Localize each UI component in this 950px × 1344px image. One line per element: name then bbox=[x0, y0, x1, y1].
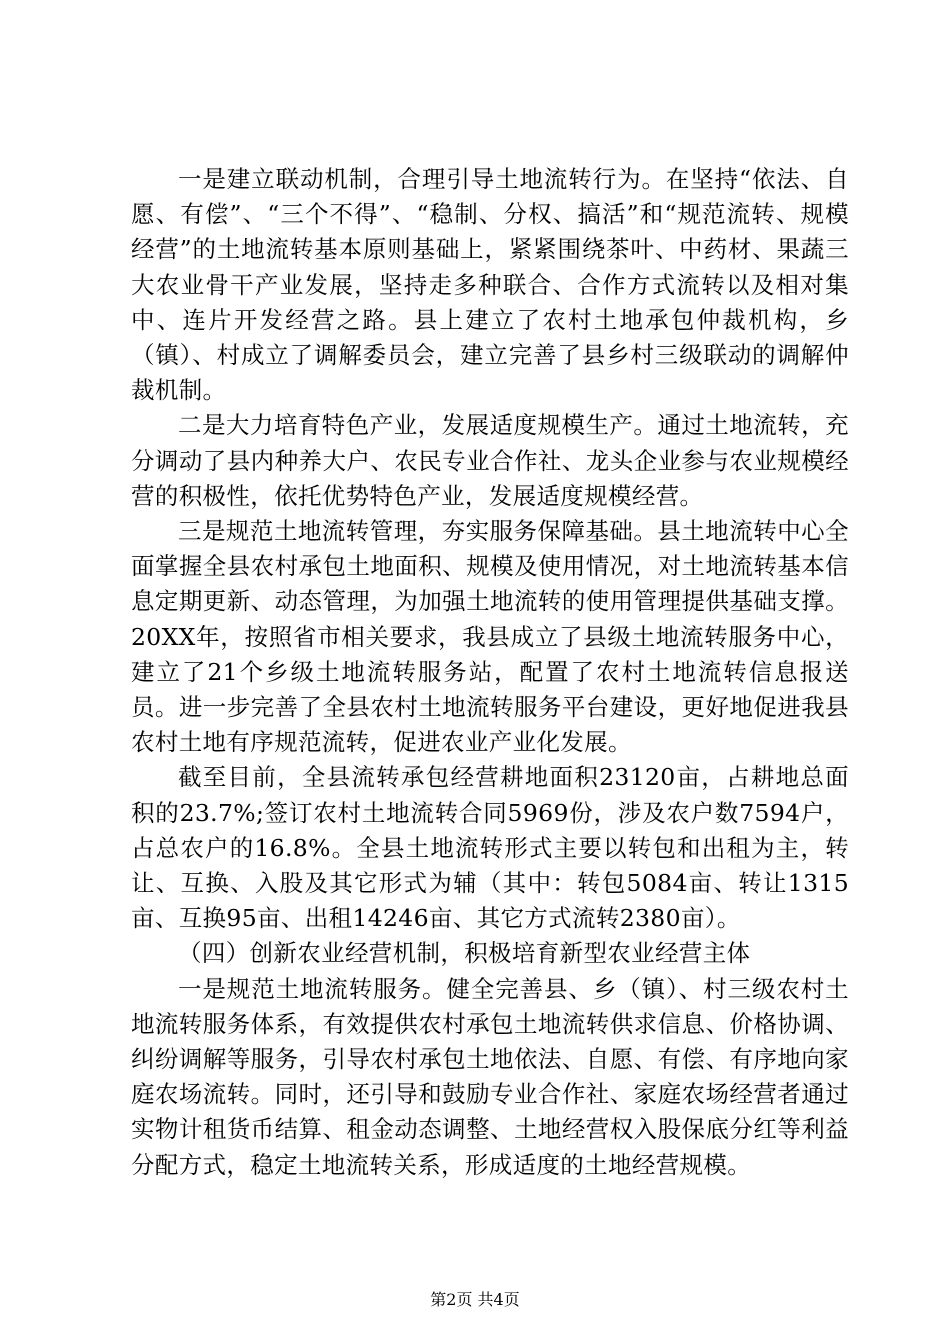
paragraph-specialty-industry: 二是大力培育特色产业，发展适度规模生产。通过土地流转，充分调动了县内种养大户、农民专业合作社、龙头企业参与农业规模经营的积极性，依托优势特色产业，发展适度规模经营。 bbox=[131, 411, 849, 510]
document-body bbox=[131, 162, 849, 1183]
paragraph-linkage-mechanism: 一是建立联动机制，合理引导土地流转行为。在坚持“依法、自愿、有偿”、“三个不得”、“稳制、分权、搞活”和“规范流转、规模经营”的土地流转基本原则基础上，紧紧围绕茶叶、中药材、果蔬三大农业骨干产业发展，坚持走多种联合、合作方式流转以及相对集中、连片开发经营之路。县上建立了农村土地承包仲裁机构，乡（镇）、村成立了调解委员会，建立完善了县乡村三级联动的调解仲裁机制。 bbox=[131, 165, 849, 405]
paragraph-statistics: 截至目前，全县流转承包经营耕地面积23120亩，占耕地总面积的23.7%;签订农村土地流转合同5969份，涉及农户数7594户，占总农户的16.8%。全县土地流转形式主要以转包和出租为主，转让、互换、入股及其它形式为辅（其中：转包5084亩、转让1315亩、互换95亩、出租14246亩、其它方式流转2380亩）。 bbox=[131, 763, 849, 933]
paragraph-transfer-service: 一是规范土地流转服务。健全完善县、乡（镇）、村三级农村土地流转服务体系，有效提供农村承包土地流转供求信息、价格协调、纠纷调解等服务，引导农村承包土地依法、自愿、有偿、有序地向家庭农场流转。同时，还引导和鼓励专业合作社、家庭农场经营者通过实物计租货币结算、租金动态调整、土地经营权入股保底分红等利益分配方式，稳定土地流转关系，形成适度的土地经营规模。 bbox=[131, 974, 849, 1179]
page-number-footer: 第2页 共4页 bbox=[430, 1290, 520, 1309]
paragraph-transfer-management: 三是规范土地流转管理，夯实服务保障基础。县土地流转中心全面掌握全县农村承包土地面积、规模及使用情况，对土地流转基本信息定期更新、动态管理，为加强土地流转的使用管理提供基础支撑。20XX年，按照省市相关要求，我县成立了县级土地流转服务中心，建立了21个乡级土地流转服务站，配置了农村土地流转信息报送员。进一步完善了全县农村土地流转服务平台建设，更好地促进我县农村土地有序规范流转，促进农业产业化发展。 bbox=[131, 517, 849, 757]
section-heading-four: （四）创新农业经营机制，积极培育新型农业经营主体 bbox=[178, 939, 751, 968]
